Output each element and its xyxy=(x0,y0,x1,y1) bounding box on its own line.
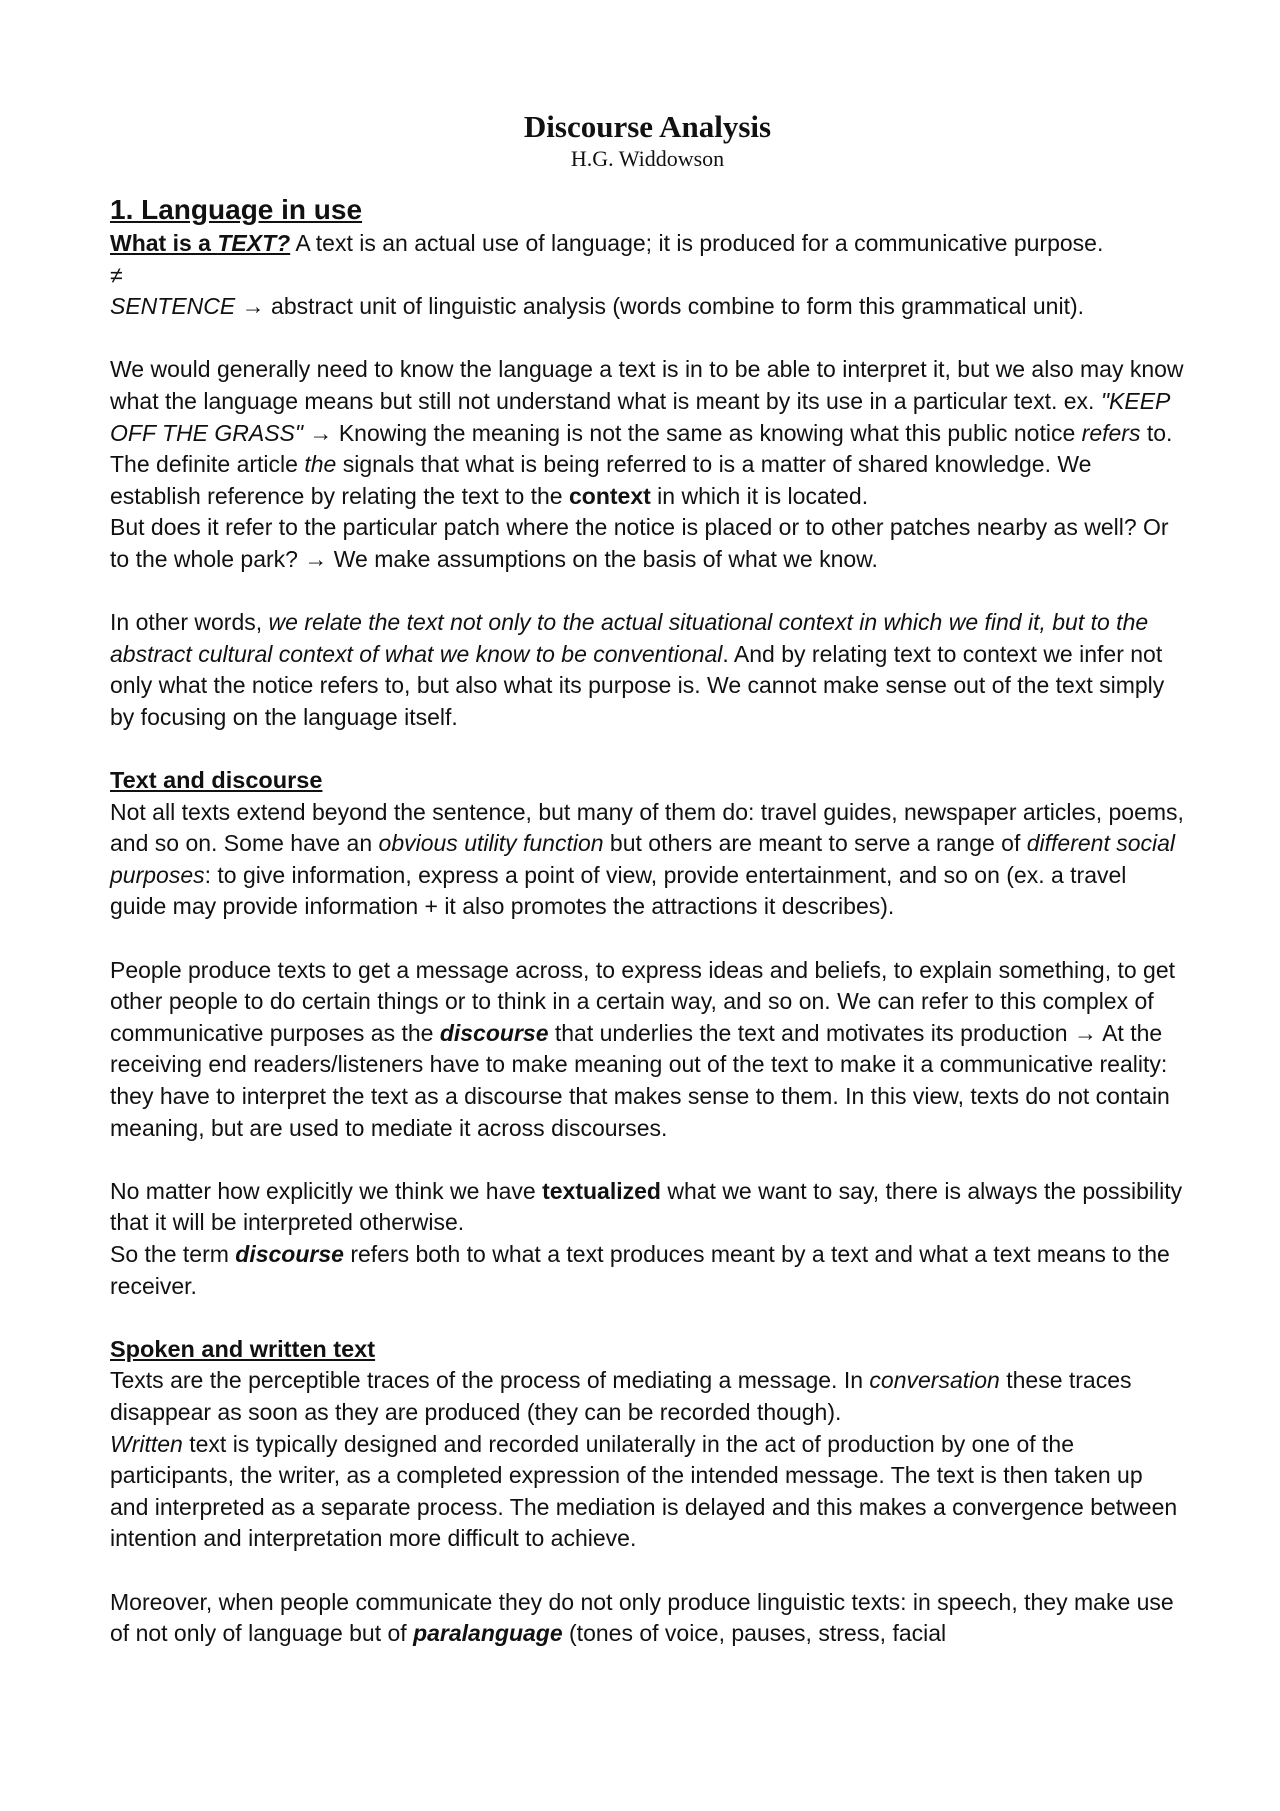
paragraph-context: In other words, we relate the text not only to the actual situational context in which we find it, but to the abstract cultural context of what we know to be conventional. And by relating text to context we infer not only what the notice refers to, but also what its purpose is. We cannot make sense out of the text simply by focusing on the language itself. xyxy=(110,609,1165,730)
paragraph-discourse-term: So the term discourse refers both to what a text produces meant by a text and what a text means to the receiver. xyxy=(110,1241,1170,1299)
text-definition-label: What is a TEXT? xyxy=(110,230,291,256)
subheading-text-and-discourse: Text and discourse xyxy=(110,767,323,794)
document-page xyxy=(110,108,1185,1650)
sentence-definition: SENTENCE → abstract unit of linguistic analysis (words combine to form this grammatical unit). xyxy=(110,293,1085,320)
paragraph-assumptions: But does it refer to the particular patch where the notice is placed or to other patches nearby as well? Or to the whole park? → We make assumptions on the basis of what we know. xyxy=(110,514,1169,572)
document-title: Discourse Analysis xyxy=(523,109,772,144)
paragraph-conversation: Texts are the perceptible traces of the process of mediating a message. In conversation these traces disappear as soon as they are produced (they can be recorded though). xyxy=(110,1367,1132,1425)
subheading-spoken-and-written: Spoken and written text xyxy=(110,1335,376,1362)
paragraph-texts-beyond-sentence: Not all texts extend beyond the sentence, but many of them do: travel guides, newspaper articles, poems, and so on. Some have an obvious utility function but others are meant to serve a range of different social purposes: to give information, express a point of view, provide entertainment, and so on (ex. a travel guide may provide information + it also promotes the attractions it describes). xyxy=(110,798,1184,920)
paragraph-textualized: No matter how explicitly we think we have textualized what we want to say, there is always the possibility that it will be interpreted otherwise. xyxy=(110,1177,1183,1236)
paragraph-discourse-purpose: People produce texts to get a message across, to express ideas and beliefs, to explain something, to get other people to do certain things or to think in a certain way, and so on. We can refer to this complex of communicative purposes as the discourse that underlies the text and motivates its production → At the receiving end readers/listeners have to make meaning out of the text to make it a communicative reality: they have to interpret the text as a discourse that makes sense to them. In this view, texts do not contain meaning, but are used to mediate it across discourses. xyxy=(110,956,1176,1141)
paragraph-paralanguage: Moreover, when people communicate they do not only produce linguistic texts: in speech, they make use of not only of language but of paralanguage (tones of voice, pauses, stress, facial xyxy=(110,1588,1174,1647)
text-definition: What is a TEXT? A text is an actual use of language; it is produced for a communicative purpose. xyxy=(110,230,1104,256)
document-author: H.G. Widdowson xyxy=(570,146,725,171)
paragraph-written-text: Written text is typically designed and recorded unilaterally in the act of production by one of the participants, the writer, as a completed expression of the intended message. The text is then taken up and interpreted as a separate process. The mediation is delayed and this makes a convergence between intention and interpretation more difficult to achieve. xyxy=(110,1430,1178,1552)
section-heading-language-in-use: 1. Language in use xyxy=(110,194,363,225)
paragraph-knowing-language: We would generally need to know the language a text is in to be able to interpret it, but we also may know what the language means but still not understand what is meant by its use in a particular text. ex. "KEEP OFF THE GRASS" → Knowing the meaning is not the same as knowing what this public notice refers to. The definite article the signals that what is being referred to is a matter of shared knowledge. We establish reference by relating the text to the context in which it is located. xyxy=(110,356,1184,509)
not-equal-symbol: ≠ xyxy=(110,261,123,288)
title-block xyxy=(110,108,1185,172)
